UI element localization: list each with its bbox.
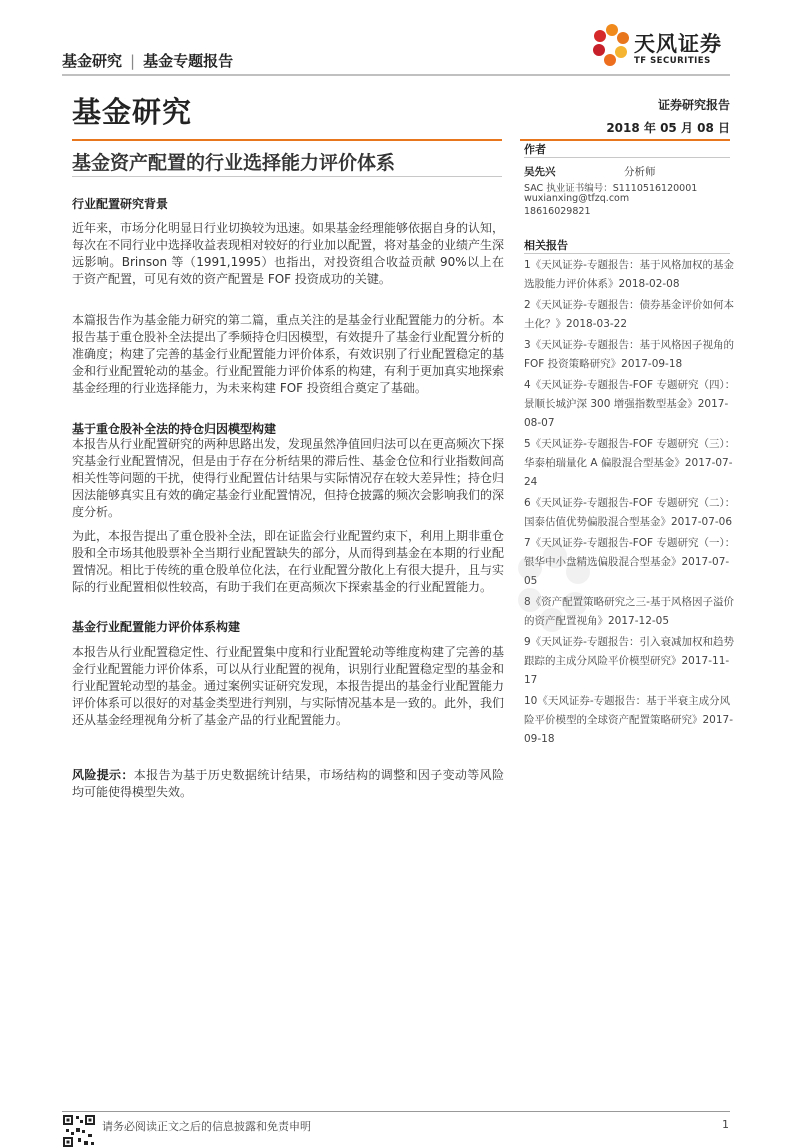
related-report-item[interactable]: 2《天风证券-专题报告：债券基金评价如何本土化？》2018-03-22 [524, 299, 734, 330]
related-report-item[interactable]: 7《天风证券-专题报告-FOF 专题研究（一）：银华中小盘精选偏股混合型基金》2017-07-05 [524, 537, 736, 587]
body-paragraph: 本报告从行业配置稳定性、行业配置集中度和行业配置轮动等维度构建了完善的基金行业配置能力评价体系，可以从行业配置的视角，识别行业配置稳定型的基金和行业配置轮动型的基金。通过案例实证研究发现，本报告提出的基金行业配置能力评价体系可以很好的对基金类型进行判别，与实际情况基本是一致的。此外，我们还从基金经理视角分析了基金产品的行业配置能力。 [72, 645, 505, 727]
tf-logo-icon [590, 22, 632, 70]
author-phone: 18616029821 [524, 206, 591, 217]
related-report-item[interactable]: 9《天风证券-专题报告：引入衰减加权和趋势跟踪的主成分风险平价模型研究》2017-11-17 [524, 636, 734, 686]
breadcrumb [62, 50, 233, 71]
breadcrumb-separator: | [130, 52, 136, 70]
logo-text-en: TF SECURITIES [634, 56, 711, 66]
related-report-item[interactable]: 3《天风证券-专题报告：基于风格因子视角的 FOF 投资策略研究》2017-09-18 [524, 339, 734, 370]
company-logo [590, 22, 740, 70]
breadcrumb-subcategory[interactable]: 基金专题报告 [143, 52, 234, 70]
qr-code-icon [62, 1114, 96, 1148]
risk-label: 风险提示： [72, 768, 134, 782]
related-heading: 相关报告 [524, 239, 568, 252]
author-divider [524, 157, 730, 158]
footer-disclaimer[interactable]: 请务必阅读正文之后的信息披露和免责申明 [102, 1120, 311, 1133]
logo-text-cn: 天风证券 [634, 32, 722, 56]
report-date: 2018 年 05 月 08 日 [606, 121, 730, 135]
related-report-item[interactable]: 6《天风证券-专题报告-FOF 专题研究（二）：国泰估值优势偏股混合型基金》2017-07-06 [524, 497, 736, 528]
body-paragraph: 本篇报告作为基金能力研究的第二篇，重点关注的是基金行业配置能力的分析。本报告基于重仓股补全法提出了季频持仓归因模型，有效提升了基金行业配置分析的准确度；构建了完善的基金行业配置能力评价体系，有效识别了行业配置稳定的基金和行业配置轮动的基金。行业配置能力评价体系的构建，有利于更加真实地探索基金经理的行业选择能力，为未来构建 FOF 投资组合奠定了基础。 [72, 313, 505, 395]
author-cert: SAC 执业证书编号：S1110516120001 [524, 183, 698, 194]
section-heading: 行业配置研究背景 [72, 197, 169, 211]
author-name: 吴先兴 [524, 166, 556, 178]
related-reports-list [524, 256, 736, 751]
title-accent-rule [72, 139, 502, 141]
watermark-icon [500, 538, 710, 638]
section-heading: 基于重仓股补全法的持仓归因模型构建 [72, 422, 277, 436]
breadcrumb-category[interactable]: 基金研究 [62, 52, 123, 70]
author-role: 分析师 [624, 166, 656, 178]
related-divider [524, 253, 730, 254]
sidebar-accent-rule [520, 139, 730, 141]
header-divider [62, 74, 730, 76]
section-heading: 基金行业配置能力评价体系构建 [72, 620, 241, 634]
footer-divider [62, 1111, 730, 1112]
report-type: 证券研究报告 [657, 98, 730, 112]
risk-text: 本报告为基于历史数据统计结果，市场结构的调整和因子变动等风险均可能使得模型失效。 [72, 768, 504, 799]
related-report-item[interactable]: 8《资产配置策略研究之三-基于风格因子溢价的资产配置视角》2017-12-05 [524, 596, 734, 627]
body-paragraph: 近年来，市场分化明显日行业切换较为迅速。如果基金经理能够依据自身的认知，每次在不同行业中选择收益表现相对较好的行业加以配置，将对基金的业绩产生深远影响。Brinson 等（1991,1995）也指出，对投资组合收益贡献 90%以上在于资产配置，可见有效的资产配置是 FOF 投资成功的关键。 [72, 221, 505, 286]
category-title: 基金研究 [72, 95, 193, 129]
title-underline [72, 176, 502, 177]
risk-warning [72, 767, 504, 801]
body-paragraph: 为此，本报告提出了重仓股补全法，即在证监会行业配置约束下，利用上期非重仓股和全市场其他股票补全当期行业配置缺失的部分，从而得到基金在本期的行业配置情况。相比于传统的重仓股单位化法，在行业配置分散化上有很大提升，且与实际的行业配置相似性较高，有助于我们在更高频次下探索基金的行业配置能力。 [72, 529, 505, 594]
author-email[interactable]: wuxianxing@tfzq.com [524, 193, 630, 204]
page-number: 1 [722, 1118, 729, 1131]
related-report-item[interactable]: 1《天风证券-专题报告：基于风格加权的基金选股能力评价体系》2018-02-08 [524, 259, 734, 290]
related-report-item[interactable]: 4《天风证券-专题报告-FOF 专题研究（四）：景顺长城沪深 300 增强指数型基金》2017-08-07 [524, 379, 736, 429]
body-paragraph: 本报告从行业配置研究的两种思路出发，发现虽然净值回归法可以在更高频次下探究基金行业配置情况，但是由于存在分析结果的滞后性、基金仓位和行业指数间高相关性等问题的干扰，使得行业配置估计结果与实际情况存在较大差异性；持仓归因法能够真实且有效的确定基金行业配置情况，但持仓披露的频次会影响我们的深度分析。 [72, 437, 505, 519]
related-report-item[interactable]: 10《天风证券-专题报告：基于半衰主成分风险平价模型的全球资产配置策略研究》2017-09-18 [524, 695, 734, 745]
related-report-item[interactable]: 5《天风证券-专题报告-FOF 专题研究（三）：华泰柏瑞量化 A 偏股混合型基金》2017-07-24 [524, 438, 736, 488]
author-heading: 作者 [524, 143, 546, 156]
report-title: 基金资产配置的行业选择能力评价体系 [72, 152, 396, 174]
